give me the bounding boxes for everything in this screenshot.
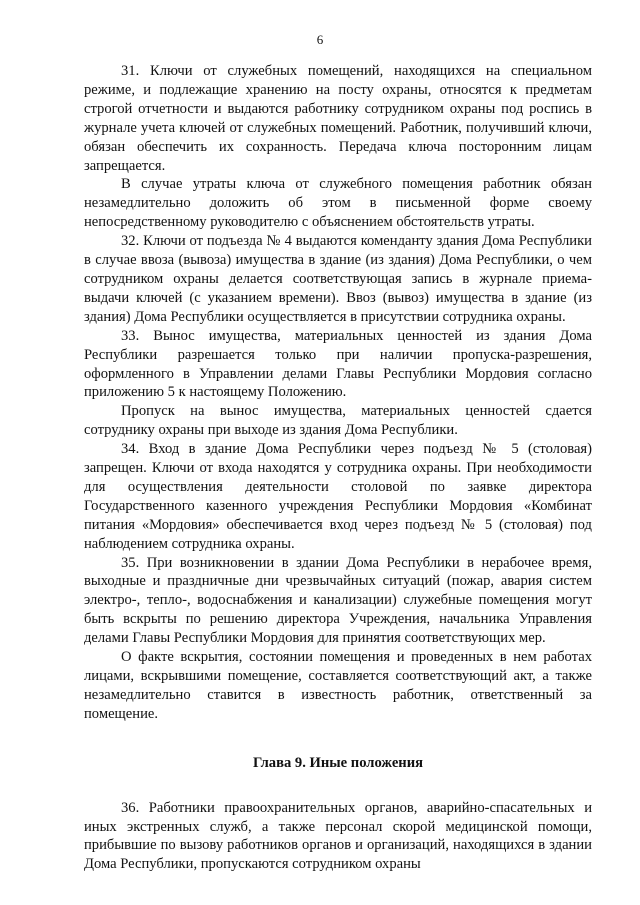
paragraph-31: 31. Ключи от служебных помещений, находящихся на специальном режиме, и подлежащие хранению на посту охраны, относятся к предметам строгой отчетности и выдаются работнику сотрудником охраны под роспись в журнале учета ключей от служебных помещений. Работник, получивший ключи, обязан обеспечить их сохранность. Передача ключа посторонним лицам запрещается. (84, 63, 592, 174)
paragraph-34: 34. Вход в здание Дома Республики через подъезд № 5 (столовая) запрещен. Ключи от входа находятся у сотрудника охраны. При необходимости для осуществления деятельности столовой по заявке директора Государственного казенного учреждения Республики Мордовия «Комбинат питания «Мордовия» обеспечивается вход через подъезд № 5 (столовая) под наблюдением сотрудника охраны. (84, 441, 592, 552)
chapter-heading: Глава 9. Иные положения (252, 754, 424, 771)
paragraph-32: 32. Ключи от подъезда № 4 выдаются коменданту здания Дома Республики в случае ввоза (вывоза) имущества в здание (из здания) Дома Республики, о чем сотрудником охраны делается соответствующая запись в журнале приема-выдачи ключей (с указанием времени). Ввоз (вывоз) имущества в здание (из здания) Дома Республики осуществляется в присутствии сотрудника охраны. (84, 233, 592, 325)
paragraph-33: 33. Вынос имущества, материальных ценностей из здания Дома Республики разрешается только при наличии пропуска-разрешения, оформленного в Управлении делами Главы Республики Мордовия согласно приложению 5 к настоящему Положению. (84, 327, 592, 401)
page-number: 6 (316, 32, 324, 47)
paragraph-pass-return: Пропуск на вынос имущества, материальных ценностей сдается сотруднику охраны при выходе из здания Дома Республики. (84, 403, 592, 439)
paragraph-opening-act: О факте вскрытия, состоянии помещения и проведенных в нем работах лицами, вскрывшими помещение, составляется соответствующий акт, а также незамедлительно ставится в известность работник, ответственный за помещение. (84, 649, 592, 722)
paragraph-36: 36. Работники правоохранительных органов, аварийно-спасательных и иных экстренных служб, а также персонал скорой медицинской помощи, прибывшие по вызову работников органов и организаций, находящихся в здании Дома Республики, пропускаются сотрудником охраны (84, 799, 592, 873)
paragraph-key-loss: В случае утраты ключа от служебного помещения работник обязан незамедлительно доложить об этом в письменной форме своему непосредственному руководителю с объяснением обстоятельств утраты. (84, 176, 592, 231)
paragraph-35: 35. При возникновении в здании Дома Республики в нерабочее время, выходные и праздничные дни чрезвычайных ситуаций (пожар, авария систем электро-, тепло-, водоснабжения и канализации) служебные помещения могут быть вскрыты по решению директора Учреждения, начальника Управления делами Главы Республики Мордовия для принятия соответствующих мер. (84, 554, 592, 647)
document-body (84, 62, 592, 874)
